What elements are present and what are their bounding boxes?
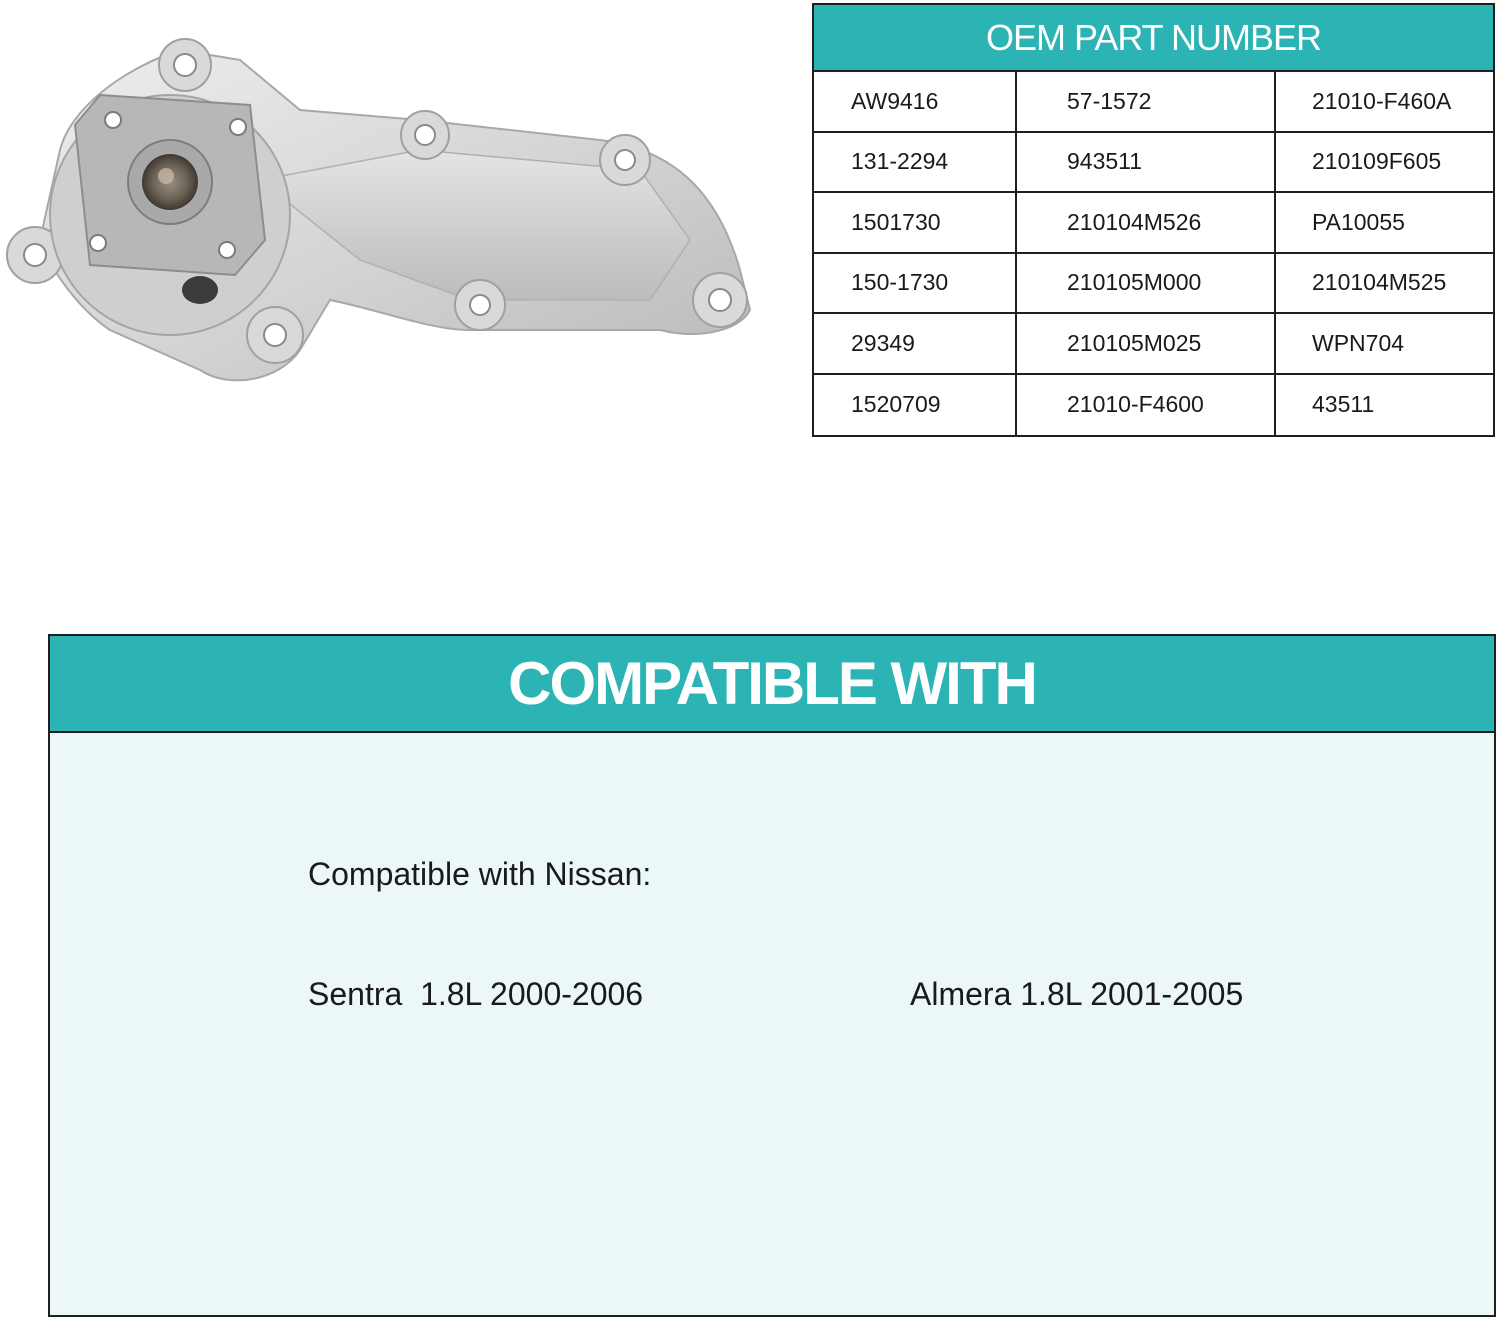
- compatible-model-almera: Almera 1.8L 2001-2005: [910, 976, 1244, 1012]
- oem-part-number-table: [812, 3, 1495, 437]
- table-cell: 29349: [814, 314, 1017, 375]
- table-cell: 21010-F460A: [1276, 72, 1493, 133]
- table-cell: PA10055: [1276, 193, 1493, 254]
- table-cell: 21010-F4600: [1017, 375, 1276, 436]
- compatible-panel: [48, 634, 1496, 1317]
- compatible-title: COMPATIBLE WITH: [50, 636, 1494, 733]
- water-pump-image: [0, 30, 770, 400]
- table-cell: AW9416: [814, 72, 1017, 133]
- table-cell: 943511: [1017, 133, 1276, 194]
- table-cell: 57-1572: [1017, 72, 1276, 133]
- oem-table-title: OEM PART NUMBER: [814, 5, 1493, 72]
- table-cell: 210104M526: [1017, 193, 1276, 254]
- table-cell: 131-2294: [814, 133, 1017, 194]
- table-cell: 43511: [1312, 391, 1375, 418]
- table-cell: WPN704: [1276, 314, 1493, 375]
- water-pump-icon: [0, 30, 770, 400]
- table-cell: 150-1730: [814, 254, 1017, 315]
- compatible-model-sentra: Sentra 1.8L 2000-2006: [308, 976, 644, 1012]
- table-cell: 1520709: [814, 375, 1017, 436]
- table-cell: 1501730: [814, 193, 1017, 254]
- table-cell: 210105M025: [1017, 314, 1276, 375]
- table-cell: 210109F605: [1276, 133, 1493, 194]
- oem-table-body: [814, 72, 1493, 435]
- table-cell: 210104M525: [1276, 254, 1493, 315]
- compatible-intro: Compatible with Nissan:: [308, 856, 652, 892]
- table-cell: 210105M000: [1017, 254, 1276, 315]
